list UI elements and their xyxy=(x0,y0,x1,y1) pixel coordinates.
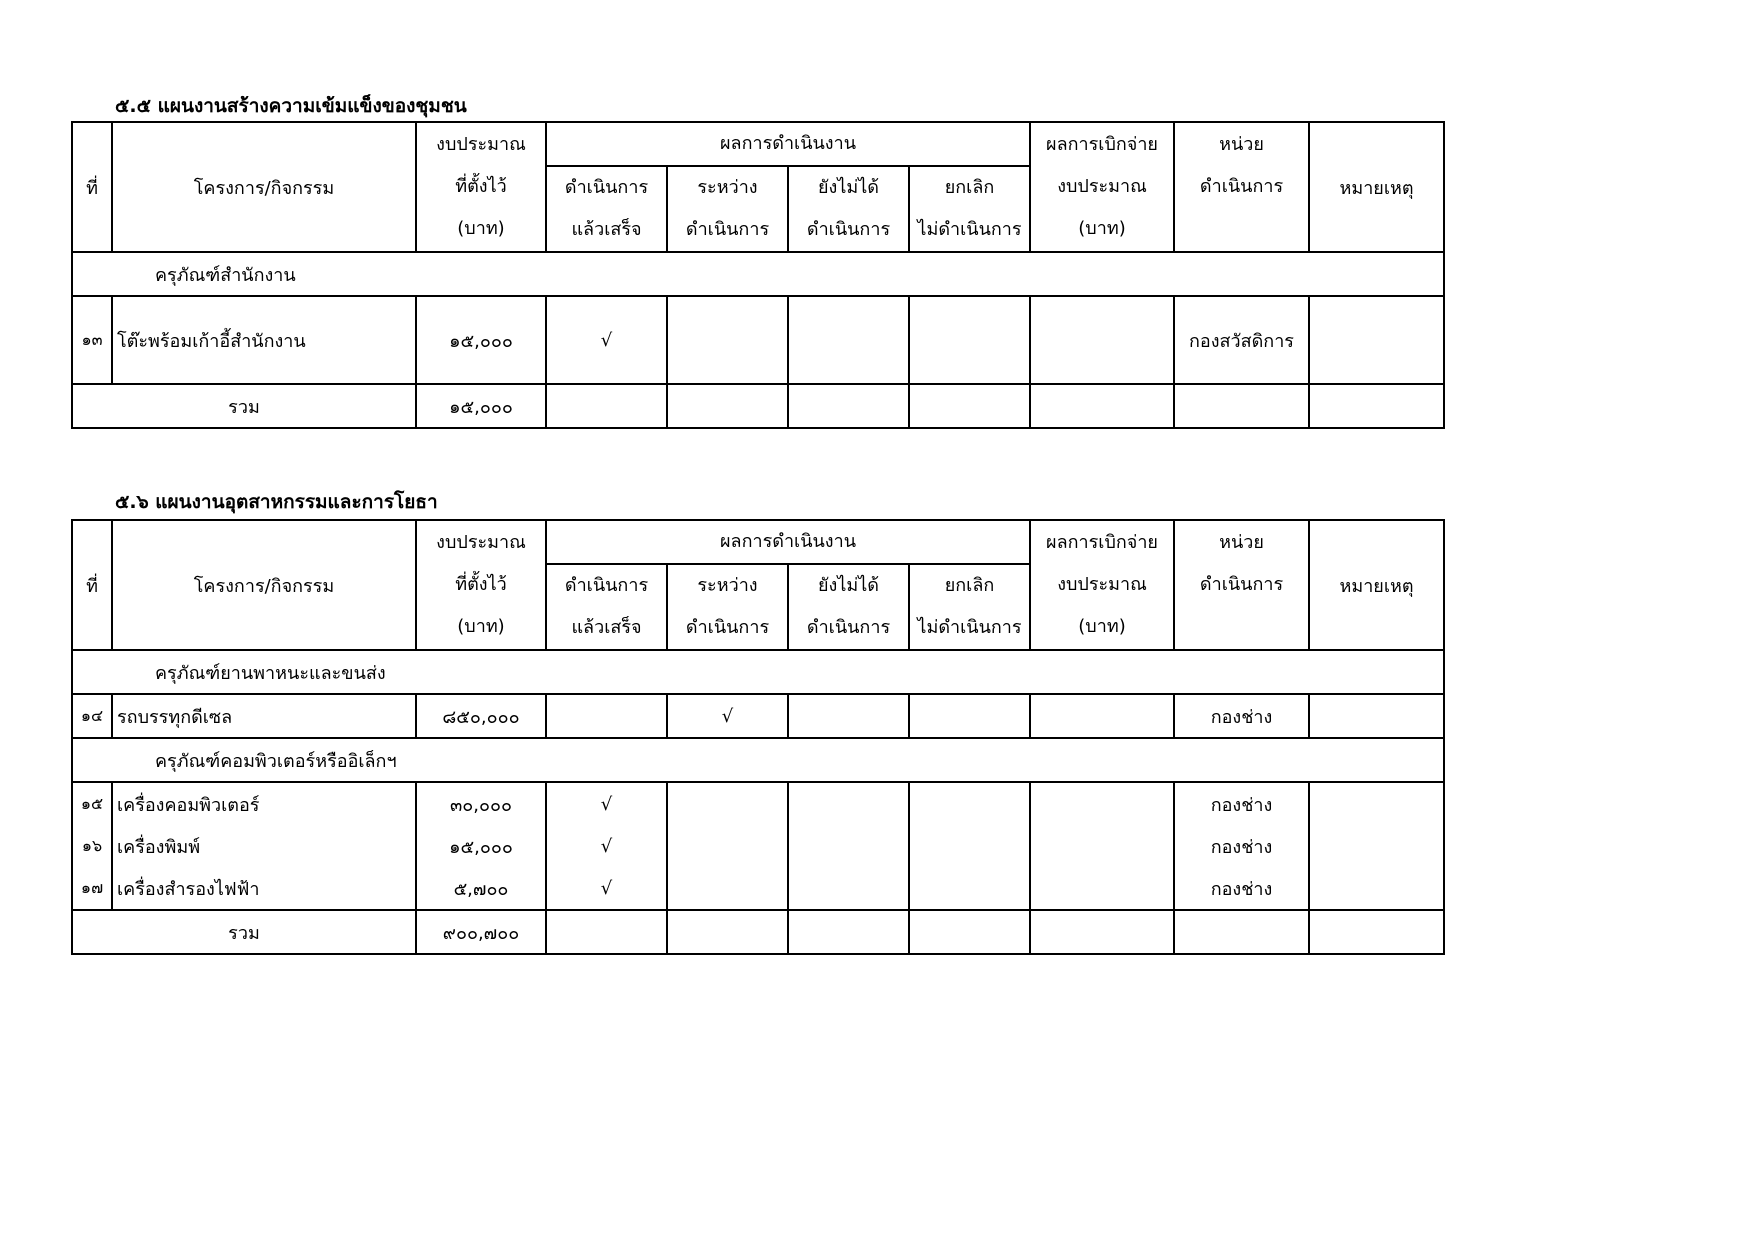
col-notstarted-header: ยังไม่ได้ ดำเนินการ xyxy=(788,564,909,650)
budget-table xyxy=(71,519,1445,955)
row-cancelled xyxy=(909,694,1030,738)
col-remark-header: หมายเหตุ xyxy=(1309,122,1444,252)
col-budget-header: งบประมาณ ที่ตั้งไว้ (บาท) xyxy=(416,520,546,650)
col-disbursement-header: ผลการเบิกจ่าย งบประมาณ (บาท) xyxy=(1030,122,1174,252)
row-cancelled xyxy=(909,296,1030,384)
col-unit-header: หน่วย ดำเนินการ xyxy=(1174,122,1309,252)
col-inprogress-header: ระหว่าง ดำเนินการ xyxy=(667,166,788,252)
row-inprogress xyxy=(667,296,788,384)
col-remark-header: หมายเหตุ xyxy=(1309,520,1444,650)
col-no-header: ที่ xyxy=(72,520,112,650)
row-project: โต๊ะพร้อมเก้าอี้สำนักงาน xyxy=(112,296,416,384)
row-disbursement xyxy=(1030,694,1174,738)
row-project: เครื่องสำรองไฟฟ้า xyxy=(112,867,416,910)
table-row xyxy=(72,694,1444,738)
budget-table xyxy=(71,121,1445,429)
col-done-header: ดำเนินการ แล้วเสร็จ xyxy=(546,166,667,252)
table-row xyxy=(72,825,1444,867)
header-row xyxy=(72,520,1444,564)
table-row xyxy=(72,782,1444,825)
row-disbursement xyxy=(1030,296,1174,384)
row-budget: ๓๐,๐๐๐ xyxy=(416,782,546,825)
col-disbursement-header: ผลการเบิกจ่าย งบประมาณ (บาท) xyxy=(1030,520,1174,650)
col-project-header: โครงการ/กิจกรรม xyxy=(112,520,416,650)
header-row xyxy=(72,122,1444,166)
row-done-check: √ xyxy=(546,782,667,825)
row-number: ๑๗ xyxy=(72,867,112,910)
total-label: รวม xyxy=(72,910,416,954)
total-amount: ๙๐๐,๗๐๐ xyxy=(416,910,546,954)
row-notstarted xyxy=(788,694,909,738)
col-budget-header: งบประมาณ ที่ตั้งไว้ (บาท) xyxy=(416,122,546,252)
table-row xyxy=(72,867,1444,910)
row-unit: กองช่าง xyxy=(1174,782,1309,825)
row-done-check: √ xyxy=(546,296,667,384)
category-row: ครุภัณฑ์สำนักงาน xyxy=(72,252,1444,296)
col-cancelled-header: ยกเลิก ไม่ดำเนินการ xyxy=(909,166,1030,252)
row-remark xyxy=(1309,296,1444,384)
row-done xyxy=(546,694,667,738)
row-remark xyxy=(1309,694,1444,738)
section-title: ๕.๕ แผนงานสร้างความเข้มแข็งของชุมชน xyxy=(115,95,467,117)
category-row: ครุภัณฑ์ยานพาหนะและขนส่ง xyxy=(72,650,1444,694)
col-notstarted-header: ยังไม่ได้ ดำเนินการ xyxy=(788,166,909,252)
total-row xyxy=(72,910,1444,954)
row-done-check: √ xyxy=(546,867,667,910)
row-unit: กองช่าง xyxy=(1174,825,1309,867)
total-label: รวม xyxy=(72,384,416,428)
row-inprogress-check: √ xyxy=(667,694,788,738)
row-budget: ๑๕,๐๐๐ xyxy=(416,296,546,384)
row-done-check: √ xyxy=(546,825,667,867)
row-project: รถบรรทุกดีเซล xyxy=(112,694,416,738)
col-done-header: ดำเนินการ แล้วเสร็จ xyxy=(546,564,667,650)
row-number: ๑๖ xyxy=(72,825,112,867)
row-budget: ๕,๗๐๐ xyxy=(416,867,546,910)
row-number: ๑๔ xyxy=(72,694,112,738)
col-result-group-header: ผลการดำเนินงาน xyxy=(546,520,1030,564)
row-notstarted xyxy=(788,296,909,384)
row-number: ๑๓ xyxy=(72,296,112,384)
section-title: ๕.๖ แผนงานอุตสาหกรรมและการโยธา xyxy=(115,491,438,513)
row-project: เครื่องพิมพ์ xyxy=(112,825,416,867)
row-unit: กองช่าง xyxy=(1174,694,1309,738)
row-unit: กองสวัสดิการ xyxy=(1174,296,1309,384)
row-project: เครื่องคอมพิวเตอร์ xyxy=(112,782,416,825)
col-no-header: ที่ xyxy=(72,122,112,252)
col-inprogress-header: ระหว่าง ดำเนินการ xyxy=(667,564,788,650)
row-budget: ๘๕๐,๐๐๐ xyxy=(416,694,546,738)
row-budget: ๑๕,๐๐๐ xyxy=(416,825,546,867)
total-amount: ๑๕,๐๐๐ xyxy=(416,384,546,428)
col-unit-header: หน่วย ดำเนินการ xyxy=(1174,520,1309,650)
col-result-group-header: ผลการดำเนินงาน xyxy=(546,122,1030,166)
category-row: ครุภัณฑ์คอมพิวเตอร์หรืออิเล็กฯ xyxy=(72,738,1444,782)
col-project-header: โครงการ/กิจกรรม xyxy=(112,122,416,252)
col-cancelled-header: ยกเลิก ไม่ดำเนินการ xyxy=(909,564,1030,650)
row-number: ๑๕ xyxy=(72,782,112,825)
total-row xyxy=(72,384,1444,428)
table-row xyxy=(72,296,1444,384)
row-unit: กองช่าง xyxy=(1174,867,1309,910)
